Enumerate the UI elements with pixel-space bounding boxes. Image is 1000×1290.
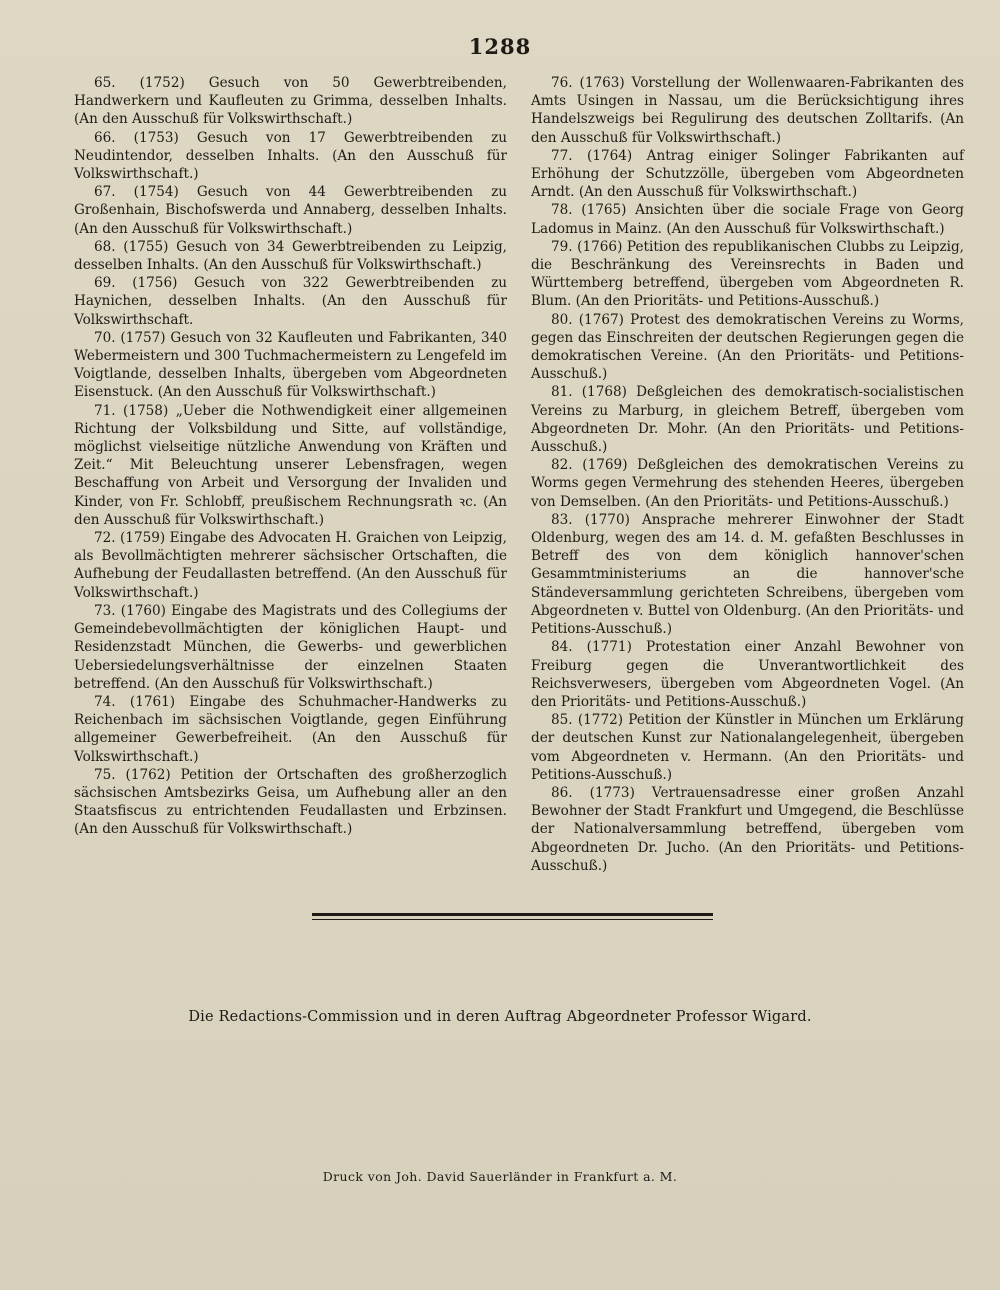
petition-entry: 84. (1771) Protestation einer Anzahl Bewohner von Freiburg gegen die Unverantwortlichkeit des Reichsverwesers, übergeben vom Abgeordneten Vogel. (An den Prioritäts- und Petitions-Ausschuß.)	[531, 639, 964, 710]
petition-entry: 65. (1752) Gesuch von 50 Gewerbtreibenden, Handwerkern und Kaufleuten zu Grimma, desselben Inhalts. (An den Ausschuß für Volkswirthschaft.)	[74, 75, 507, 128]
section-divider	[312, 913, 713, 920]
petition-entry: 67. (1754) Gesuch von 44 Gewerbtreibenden zu Großenhain, Bischofswerda und Annaberg, desselben Inhalts. (An den Ausschuß für Volkswirthschaft.)	[74, 184, 507, 237]
page-number: 1288	[468, 34, 532, 59]
petition-entry: 85. (1772) Petition der Künstler in München um Erklärung der deutschen Kunst zur Nationalangelegenheit, übergeben vom Abgeordneten v. Hermann. (An den Prioritäts- und Petitions-Ausschuß.)	[531, 712, 964, 783]
petition-entry: 68. (1755) Gesuch von 34 Gewerbtreibenden zu Leipzig, desselben Inhalts. (An den Ausschuß für Volkswirthschaft.)	[74, 238, 507, 274]
petition-entry: 71. (1758) „Ueber die Nothwendigkeit einer allgemeinen Richtung der Volksbildung und Sitte, auf vollständige, möglichst vielseitige nützliche Anwendung von Kräften und Zeit.“ Mit Beleuchtung unserer Lebensfragen, wegen Beschaffung von Arbeit und Versorgung der Invaliden und Kinder, von Fr. Schlobff, preußischem Rechnungsrath ꝛc. (An den Ausschuß für Volkswirthschaft.)	[74, 402, 507, 528]
petition-entry: 77. (1764) Antrag einiger Solinger Fabrikanten auf Erhöhung der Schutzzölle, übergeben vom Abgeordneten Arndt. (An den Ausschuß für Volkswirthschaft.)	[531, 147, 964, 201]
petition-entry: 73. (1760) Eingabe des Magistrats und des Collegiums der Gemeindebevollmächtigten der königlichen Haupt- und Residenzstadt München, die Gewerbs- und gewerblichen Uebersiedelungsverhältnisse der einzelnen Staaten betreffend. (An den Ausschuß für Volkswirthschaft.)	[74, 602, 507, 692]
left-column	[74, 74, 507, 839]
petition-entry: 75. (1762) Petition der Ortschaften des großherzoglich sächsischen Amtsbezirks Geisa, um Aufhebung aller an den Staatsfiscus zu entrichtenden Feudallasten und Erbzinsen. (An den Ausschuß für Volkswirthschaft.)	[74, 766, 507, 838]
petition-entry: 83. (1770) Ansprache mehrerer Einwohner der Stadt Oldenburg, wegen des am 14. d. M. gefaßten Beschlusses in Betreff des von dem königlich hannover'schen Gesammtministeriums an die hannover'sche Ständeversammlung gerichteten Schreibens, übergeben vom Abgeordneten v. Buttel von Oldenburg. (An den Prioritäts- und Petitions-Ausschuß.)	[531, 511, 964, 638]
petition-entry: 74. (1761) Eingabe des Schuhmacher-Handwerks zu Reichenbach im sächsischen Voigtlande, gegen Einführung allgemeiner Gewerbefreiheit. (An den Ausschuß für Volkswirthschaft.)	[74, 693, 507, 765]
printer-imprint: Druck von Joh. David Sauerländer in Frankfurt a. M.	[322, 1169, 678, 1184]
commission-signature: Die Redactions-Commission und in deren Auftrag Abgeordneter Professor Wigard.	[188, 1009, 812, 1025]
petition-entry: 80. (1767) Protest des demokratischen Vereins zu Worms, gegen das Einschreiten der deutschen Regierungen gegen die demokratischen Vereine. (An den Prioritäts- und Petitions-Ausschuß.)	[531, 311, 964, 383]
petition-entry: 78. (1765) Ansichten über die sociale Frage von Georg Ladomus in Mainz. (An den Ausschuß für Volkswirthschaft.)	[531, 202, 964, 237]
petition-entry: 69. (1756) Gesuch von 322 Gewerbtreibenden zu Haynichen, desselben Inhalts. (An den Ausschuß für Volkswirthschaft.	[74, 275, 507, 328]
petition-entry: 66. (1753) Gesuch von 17 Gewerbtreibenden zu Neudintendor, desselben Inhalts. (An den Ausschuß für Volkswirthschaft.)	[74, 129, 507, 183]
right-column	[531, 74, 964, 875]
petition-entry: 82. (1769) Deßgleichen des demokratischen Vereins zu Worms gegen Vermehrung des stehenden Heeres, übergeben von Demselben. (An den Prioritäts- und Petitions-Ausschuß.)	[531, 457, 964, 510]
petition-entry: 86. (1773) Vertrauensadresse einer großen Anzahl Bewohner der Stadt Frankfurt und Umgegend, die Beschlüsse der Nationalversammlung betreffend, übergeben vom Abgeordneten Dr. Jucho. (An den Prioritäts- und Petitions-Ausschuß.)	[531, 784, 964, 874]
petition-entry: 76. (1763) Vorstellung der Wollenwaaren-Fabrikanten des Amts Usingen in Nassau, um die Berücksichtigung ihres Handelszweigs bei Regulirung des deutschen Zolltarifs. (An den Ausschuß für Volkswirthschaft.)	[531, 75, 964, 146]
petition-entry: 79. (1766) Petition des republikanischen Clubbs zu Leipzig, die Beschränkung des Vereinsrechts in Baden und Württemberg betreffend, übergeben vom Abgeordneten R. Blum. (An den Prioritäts- und Petitions-Ausschuß.)	[531, 238, 964, 310]
petition-entry: 72. (1759) Eingabe des Advocaten H. Graichen von Leipzig, als Bevollmächtigten mehrerer sächsischer Ortschaften, die Aufhebung der Feudallasten betreffend. (An den Ausschuß für Volkswirthschaft.)	[74, 530, 507, 601]
petition-entry: 70. (1757) Gesuch von 32 Kaufleuten und Fabrikanten, 340 Webermeistern und 300 Tuchmachermeistern zu Lengefeld im Voigtlande, desselben Inhalts, übergeben vom Abgeordneten Eisenstuck. (An den Ausschuß für Volkswirthschaft.)	[74, 329, 507, 401]
petition-entry: 81. (1768) Deßgleichen des demokratisch-socialistischen Vereins zu Marburg, in gleichem Betreff, übergeben vom Abgeordneten Dr. Mohr. (An den Prioritäts- und Petitions-Ausschuß.)	[531, 384, 964, 456]
